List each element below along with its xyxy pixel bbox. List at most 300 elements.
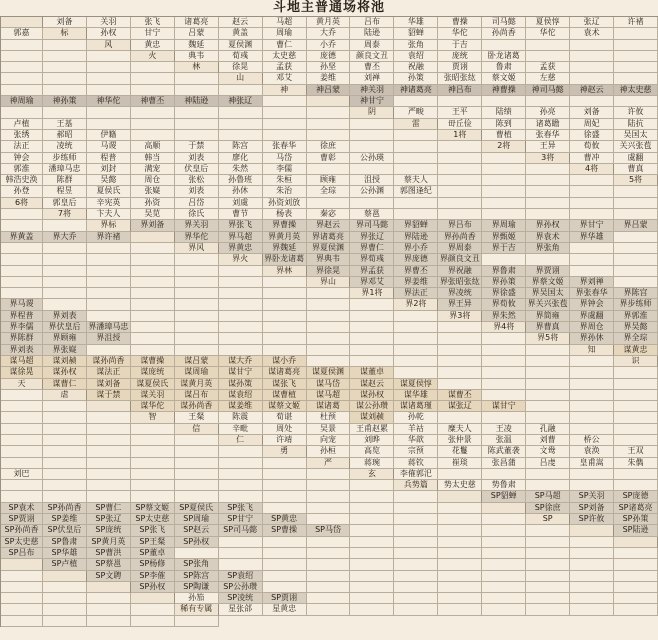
general-cell: 刘禅 bbox=[350, 73, 394, 84]
general-cell bbox=[614, 209, 658, 220]
general-cell bbox=[438, 514, 482, 525]
general-cell: 辛毗 bbox=[219, 424, 263, 435]
general-cell bbox=[614, 243, 658, 254]
general-cell: 韩当 bbox=[131, 153, 175, 164]
general-cell bbox=[1, 571, 43, 582]
general-cell: 刘封 bbox=[87, 164, 131, 175]
general-cell: 花鬘 bbox=[438, 446, 482, 457]
general-cell: 袁术 bbox=[570, 28, 614, 39]
general-cell: 王凌 bbox=[482, 424, 526, 435]
general-cell bbox=[614, 186, 658, 197]
category-label: 知 bbox=[570, 345, 614, 356]
general-cell bbox=[350, 299, 394, 310]
general-cell: 界袁术 bbox=[526, 232, 570, 243]
general-cell bbox=[482, 367, 526, 378]
general-cell: 界马谡 bbox=[1, 299, 43, 310]
general-cell: 孙桓 bbox=[307, 446, 351, 457]
general-cell: SP卢植 bbox=[43, 559, 87, 570]
general-cell: 朱治 bbox=[263, 186, 307, 197]
general-cell: 孟获 bbox=[263, 62, 307, 73]
general-cell: 朱桓 bbox=[263, 175, 307, 186]
category-label: 雷 bbox=[394, 119, 438, 130]
general-cell: 界吕蒙 bbox=[614, 220, 658, 231]
general-cell: 神吕蒙 bbox=[307, 85, 351, 96]
general-cell bbox=[43, 604, 87, 615]
general-cell: 谋夏侯惇 bbox=[394, 379, 438, 390]
general-cell: 凌统 bbox=[43, 141, 87, 152]
general-cell bbox=[263, 537, 307, 548]
general-cell: 界李儒 bbox=[1, 322, 43, 333]
general-cell: 李傕郭汜 bbox=[394, 469, 438, 480]
general-cell bbox=[175, 311, 219, 322]
general-cell: 满宠 bbox=[131, 164, 175, 175]
category-label bbox=[570, 525, 614, 536]
general-cell: 大乔 bbox=[307, 28, 351, 39]
general-cell: 神司马懿 bbox=[526, 85, 570, 96]
general-cell: 界曹真 bbox=[526, 322, 570, 333]
category-label: 界林 bbox=[263, 266, 307, 277]
general-cell bbox=[131, 288, 175, 299]
general-cell bbox=[1, 491, 43, 502]
general-cell bbox=[570, 480, 614, 491]
general-cell: SP文聘 bbox=[87, 571, 131, 582]
general-cell: 曹丕 bbox=[350, 62, 394, 73]
general-cell: 韩浩史涣 bbox=[1, 175, 43, 186]
general-cell bbox=[43, 424, 87, 435]
general-cell bbox=[614, 593, 658, 604]
category-label: 稀有专属 bbox=[175, 604, 219, 615]
general-cell: 界吕布 bbox=[438, 220, 482, 231]
general-cell bbox=[350, 548, 394, 559]
general-cell: 谋大乔 bbox=[219, 356, 263, 367]
general-cell: 界关羽 bbox=[175, 220, 219, 231]
general-cell: SP庞统 bbox=[87, 525, 131, 536]
category-label: 山 bbox=[219, 73, 263, 84]
general-cell: 谋赵云 bbox=[350, 379, 394, 390]
general-cell: 神赵云 bbox=[570, 85, 614, 96]
general-cell bbox=[482, 571, 526, 582]
general-cell: 张昌蒲 bbox=[482, 458, 526, 469]
general-cell: 界魏延 bbox=[263, 243, 307, 254]
general-cell: 谋曹植 bbox=[263, 390, 307, 401]
general-cell: 界陆逊 bbox=[394, 232, 438, 243]
general-cell: 吕布 bbox=[350, 17, 394, 28]
general-cell: 宗预 bbox=[394, 446, 438, 457]
general-cell bbox=[438, 175, 482, 186]
general-cell: 界徐盛 bbox=[482, 288, 526, 299]
general-cell: 界王异 bbox=[438, 299, 482, 310]
general-cell: SP杨修 bbox=[131, 559, 175, 570]
general-cell: SP甘宁 bbox=[219, 514, 263, 525]
general-cell bbox=[526, 164, 570, 175]
general-cell: SP蔡文姬 bbox=[131, 503, 175, 514]
category-label: 林 bbox=[175, 62, 219, 73]
general-cell bbox=[394, 525, 438, 536]
general-cell bbox=[43, 40, 87, 51]
general-cell bbox=[350, 198, 394, 209]
general-cell: 界貂蝉 bbox=[394, 220, 438, 231]
general-cell bbox=[87, 480, 131, 491]
general-cell bbox=[43, 299, 87, 310]
general-cell: 孙登 bbox=[1, 186, 43, 197]
general-cell bbox=[131, 107, 175, 118]
category-label: 信 bbox=[175, 424, 219, 435]
general-cell: SP袁术 bbox=[1, 503, 43, 514]
category-label: 天 bbox=[1, 379, 43, 390]
general-cell: 沮授 bbox=[350, 175, 394, 186]
general-cell bbox=[614, 435, 658, 446]
general-cell bbox=[438, 548, 482, 559]
general-cell bbox=[307, 345, 351, 356]
general-cell bbox=[482, 96, 526, 107]
general-cell: 庞德 bbox=[307, 51, 351, 62]
general-cell bbox=[482, 412, 526, 423]
general-cell bbox=[1, 446, 43, 457]
general-cell bbox=[1, 390, 43, 401]
general-cell: 袁绍 bbox=[394, 51, 438, 62]
general-cell: 颜良文丑 bbox=[350, 51, 394, 62]
general-cell: 界沮授 bbox=[87, 333, 131, 344]
general-cell: SP姜维 bbox=[43, 514, 87, 525]
general-cell: 谋袁绍 bbox=[219, 390, 263, 401]
general-cell bbox=[307, 604, 351, 615]
general-cell: 势鲁肃 bbox=[482, 480, 526, 491]
general-cell: 曹冲 bbox=[570, 153, 614, 164]
general-cell: 张春华 bbox=[263, 141, 307, 152]
general-cell bbox=[307, 571, 351, 582]
general-cell: 徐晃 bbox=[219, 62, 263, 73]
general-cell bbox=[570, 582, 614, 593]
general-cell: 孙乾 bbox=[394, 412, 438, 423]
general-cell: 界朱然 bbox=[482, 311, 526, 322]
general-cell bbox=[614, 582, 658, 593]
general-cell: 向宠 bbox=[307, 435, 351, 446]
general-cell: 卢植 bbox=[1, 119, 43, 130]
general-cell: 刘虞 bbox=[219, 198, 263, 209]
general-cell: 界法正 bbox=[394, 288, 438, 299]
general-cell: 李儒 bbox=[263, 164, 307, 175]
general-cell bbox=[394, 311, 438, 322]
general-cell: 黄月英 bbox=[307, 17, 351, 28]
general-cell bbox=[175, 435, 219, 446]
general-cell: 许攸 bbox=[614, 107, 658, 118]
general-cell: 周仓 bbox=[131, 175, 175, 186]
general-cell: 于吉 bbox=[438, 40, 482, 51]
general-cell bbox=[438, 367, 482, 378]
general-cell bbox=[1, 40, 43, 51]
general-cell bbox=[350, 514, 394, 525]
general-cell: 界伏皇后 bbox=[43, 322, 87, 333]
category-label bbox=[43, 571, 87, 582]
category-label: 勇 bbox=[263, 446, 307, 457]
general-cell: 神陆逊 bbox=[175, 96, 219, 107]
general-cell bbox=[614, 604, 658, 615]
general-cell bbox=[614, 73, 658, 84]
category-label: 严 bbox=[307, 458, 351, 469]
general-cell bbox=[614, 40, 658, 51]
general-cell bbox=[219, 480, 263, 491]
general-cell: 蔡夫人 bbox=[394, 175, 438, 186]
general-cell bbox=[482, 390, 526, 401]
general-cell bbox=[175, 299, 219, 310]
general-cell bbox=[43, 435, 87, 446]
general-cell: 华歆 bbox=[394, 435, 438, 446]
general-cell bbox=[350, 491, 394, 502]
general-cell bbox=[43, 593, 87, 604]
general-cell: 谋法正 bbox=[87, 367, 131, 378]
general-cell: 界简雍 bbox=[526, 311, 570, 322]
general-cell bbox=[43, 62, 87, 73]
general-cell bbox=[394, 322, 438, 333]
general-cell: 谋庞统 bbox=[131, 367, 175, 378]
general-cell bbox=[263, 559, 307, 570]
general-cell bbox=[43, 491, 87, 502]
general-cell: 谋孙权 bbox=[43, 367, 87, 378]
general-cell bbox=[350, 119, 394, 130]
general-cell: 吕蒙 bbox=[175, 28, 219, 39]
general-cell: 星张郃 bbox=[219, 604, 263, 615]
general-cell: 界顾雍 bbox=[43, 333, 87, 344]
general-cell bbox=[43, 469, 87, 480]
general-cell: 曹植 bbox=[482, 130, 526, 141]
general-cell bbox=[219, 458, 263, 469]
general-cell: SP赵云 bbox=[175, 525, 219, 536]
general-cell: 谋诸葛 bbox=[307, 401, 351, 412]
general-cell bbox=[175, 85, 219, 96]
general-cell: 孙尚香 bbox=[482, 28, 526, 39]
general-cell: 诸葛亮 bbox=[175, 17, 219, 28]
general-cell: 孔融 bbox=[526, 424, 570, 435]
general-cell: 谋孙权 bbox=[350, 390, 394, 401]
general-cell: 张温 bbox=[482, 435, 526, 446]
general-cell: 谋关羽 bbox=[131, 390, 175, 401]
general-cell bbox=[1, 424, 43, 435]
general-cell bbox=[438, 593, 482, 604]
general-cell bbox=[43, 446, 87, 457]
category-label: 阴 bbox=[350, 107, 394, 118]
general-cell bbox=[482, 186, 526, 197]
general-cell bbox=[307, 548, 351, 559]
general-cell: 刘备 bbox=[43, 17, 87, 28]
general-cell: 界甄姬 bbox=[482, 232, 526, 243]
general-cell: SP贾诩 bbox=[1, 514, 43, 525]
general-cell bbox=[526, 390, 570, 401]
general-cell bbox=[263, 548, 307, 559]
general-cell bbox=[614, 390, 658, 401]
general-cell: 谋刘赪 bbox=[350, 412, 394, 423]
general-cell bbox=[219, 130, 263, 141]
general-cell bbox=[526, 480, 570, 491]
general-cell: 祝融 bbox=[394, 62, 438, 73]
general-cell: 界陈宫 bbox=[614, 288, 658, 299]
general-cell: 廖化 bbox=[219, 153, 263, 164]
general-cell: 界虞翻 bbox=[570, 311, 614, 322]
general-cell bbox=[394, 356, 438, 367]
category-label: 6将 bbox=[1, 198, 43, 209]
general-cell: 界司马懿 bbox=[350, 220, 394, 231]
general-cell: SP陆逊 bbox=[614, 525, 658, 536]
general-cell bbox=[43, 616, 87, 627]
general-cell bbox=[614, 424, 658, 435]
general-cell bbox=[43, 277, 87, 288]
general-cell: 界吴懿 bbox=[614, 322, 658, 333]
general-cell bbox=[526, 96, 570, 107]
general-cell bbox=[263, 119, 307, 130]
general-cell bbox=[570, 209, 614, 220]
general-cell bbox=[394, 209, 438, 220]
general-cell: 荀谌 bbox=[263, 412, 307, 423]
general-cell: 谋马超 bbox=[307, 390, 351, 401]
general-cell: 界大乔 bbox=[43, 232, 87, 243]
general-cell: 界曹仁 bbox=[350, 243, 394, 254]
general-cell bbox=[307, 119, 351, 130]
general-cell: 张角 bbox=[394, 40, 438, 51]
general-cell: 诸葛瞻 bbox=[526, 119, 570, 130]
general-cell bbox=[482, 514, 526, 525]
general-cell: 界周瑜 bbox=[482, 220, 526, 231]
general-cell bbox=[87, 277, 131, 288]
general-cell: 界华佗 bbox=[175, 232, 219, 243]
general-cell bbox=[1, 593, 43, 604]
general-cell: 谋夏侯渊 bbox=[307, 367, 351, 378]
general-cell bbox=[526, 379, 570, 390]
general-cell bbox=[175, 277, 219, 288]
general-cell bbox=[482, 604, 526, 615]
general-cell: 谋孙尚香 bbox=[175, 401, 219, 412]
general-cell: 马谡 bbox=[87, 141, 131, 152]
general-cell bbox=[482, 333, 526, 344]
general-cell bbox=[307, 559, 351, 570]
general-cell bbox=[394, 559, 438, 570]
general-cell: SP马超 bbox=[526, 491, 570, 502]
general-cell bbox=[131, 266, 175, 277]
general-cell bbox=[175, 480, 219, 491]
general-cell bbox=[570, 604, 614, 615]
general-cell bbox=[614, 571, 658, 582]
general-cell bbox=[1, 220, 43, 231]
general-cell bbox=[526, 537, 570, 548]
general-cell bbox=[350, 571, 394, 582]
general-cell: 袁涣 bbox=[570, 446, 614, 457]
general-cell: 虞翻 bbox=[614, 153, 658, 164]
general-cell: 华雄 bbox=[394, 17, 438, 28]
general-cell: SP陶谦 bbox=[175, 582, 219, 593]
general-cell bbox=[394, 333, 438, 344]
general-cell: 界刘表 bbox=[43, 311, 87, 322]
general-cell: 蒋钦 bbox=[394, 458, 438, 469]
general-cell bbox=[131, 299, 175, 310]
category-label bbox=[1, 559, 43, 570]
general-cell: 界张春华 bbox=[570, 288, 614, 299]
general-cell bbox=[307, 503, 351, 514]
general-cell: 界刘禅 bbox=[570, 277, 614, 288]
general-cell: 王平 bbox=[438, 107, 482, 118]
general-cell: 周泰 bbox=[350, 40, 394, 51]
general-cell bbox=[482, 469, 526, 480]
general-cell: SP徐庶 bbox=[526, 503, 570, 514]
category-label bbox=[87, 401, 131, 412]
general-cell: 马岱 bbox=[263, 153, 307, 164]
general-cell: 陆逊 bbox=[350, 28, 394, 39]
general-cell: 谋姜维 bbox=[219, 401, 263, 412]
general-cell bbox=[1, 582, 43, 593]
general-cell: 吕岱 bbox=[175, 198, 219, 209]
general-cell: 界凌统 bbox=[438, 288, 482, 299]
general-cell: 孙权 bbox=[87, 28, 131, 39]
general-cell: 法正 bbox=[1, 141, 43, 152]
general-cell: 张嶷 bbox=[131, 186, 175, 197]
general-cell bbox=[526, 367, 570, 378]
category-label: 界5将 bbox=[526, 333, 570, 344]
general-cell bbox=[307, 107, 351, 118]
general-cell: 伏皇后 bbox=[175, 164, 219, 175]
general-cell: SP孙尚香 bbox=[43, 503, 87, 514]
general-cell bbox=[350, 503, 394, 514]
general-cell bbox=[438, 209, 482, 220]
general-cell: 谋曹仁 bbox=[43, 379, 87, 390]
general-cell: 夏侯渊 bbox=[219, 40, 263, 51]
general-cell bbox=[1, 458, 43, 469]
general-cell: 界刘备 bbox=[131, 220, 175, 231]
general-cell bbox=[175, 322, 219, 333]
general-cell bbox=[350, 593, 394, 604]
category-label: 智 bbox=[131, 412, 175, 423]
general-cell bbox=[263, 503, 307, 514]
general-cell bbox=[131, 345, 175, 356]
general-cell: SP马岱 bbox=[307, 525, 351, 536]
general-cell bbox=[263, 333, 307, 344]
general-cell bbox=[350, 345, 394, 356]
general-cell: 张绣 bbox=[1, 130, 43, 141]
general-cell: 界吴国太 bbox=[526, 288, 570, 299]
general-cell: 界诸葛亮 bbox=[307, 232, 351, 243]
general-cell bbox=[1, 209, 43, 220]
general-cell bbox=[614, 96, 658, 107]
general-cell bbox=[307, 311, 351, 322]
general-cell: 界蔡文姬 bbox=[526, 277, 570, 288]
general-cell: SP太史慈 bbox=[1, 537, 43, 548]
general-cell bbox=[526, 401, 570, 412]
general-cell: 张辽 bbox=[570, 17, 614, 28]
general-cell: SP孙权 bbox=[175, 537, 219, 548]
general-cell bbox=[1, 435, 43, 446]
general-cell: 神曹操 bbox=[482, 85, 526, 96]
general-cell: SP公孙瓒 bbox=[219, 582, 263, 593]
general-cell: 神曹丕 bbox=[131, 96, 175, 107]
general-cell bbox=[43, 266, 87, 277]
general-cell bbox=[350, 333, 394, 344]
general-cell bbox=[394, 537, 438, 548]
general-cell: 孙笳 bbox=[175, 593, 219, 604]
general-cell bbox=[570, 198, 614, 209]
general-cell bbox=[570, 390, 614, 401]
general-cell bbox=[87, 288, 131, 299]
general-cell bbox=[1, 266, 43, 277]
general-cell bbox=[438, 525, 482, 536]
general-cell bbox=[87, 446, 131, 457]
general-cell: 刘表 bbox=[175, 186, 219, 197]
general-cell: 皇甫嵩 bbox=[570, 458, 614, 469]
general-cell: 神太史慈 bbox=[614, 85, 658, 96]
general-cell: 谋孙策 bbox=[219, 379, 263, 390]
general-cell bbox=[175, 130, 219, 141]
general-cell bbox=[570, 266, 614, 277]
general-cell: 郭淮 bbox=[1, 164, 43, 175]
general-cell bbox=[438, 141, 482, 152]
general-cell bbox=[350, 311, 394, 322]
general-cell bbox=[43, 107, 87, 118]
general-cell: SP曹操 bbox=[263, 525, 307, 536]
